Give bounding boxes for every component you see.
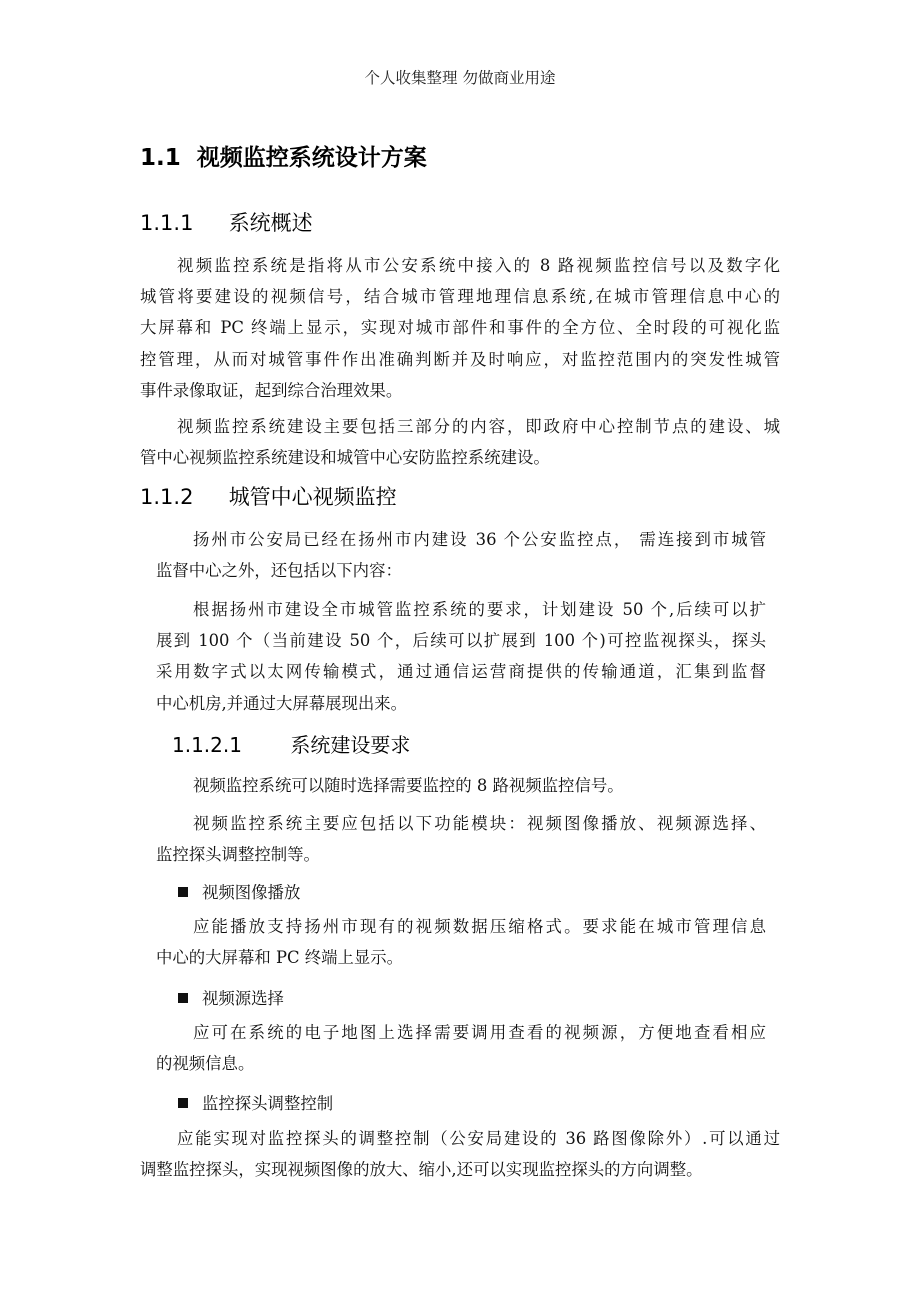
bullet-item-video-source (178, 985, 284, 1009)
text-line: 控管理，从而对城管事件作出准确判断并及时响应，对监控范围内的突发性城管 (140, 349, 780, 369)
heading-title: 系统概述 (228, 211, 313, 235)
text-line: 视频监控系统主要应包括以下功能模块：视频图像播放、视频源选择、 (193, 814, 766, 833)
text-line: 应能播放支持扬州市现有的视频数据压缩格式。要求能在城市管理信息 (193, 917, 766, 936)
text-line: 视频监控系统建设主要包括三部分的内容，即政府中心控制节点的建设、城 (177, 417, 780, 436)
text-line: 事件录像取证，起到综合治理效果。 (140, 380, 403, 400)
heading-number: 1.1.2 (140, 485, 194, 509)
text-line: 应可在系统的电子地图上选择需要调用查看的视频源，方便地查看相应 (193, 1023, 766, 1042)
text-line: 中心机房,并通过大屏幕展现出来。 (156, 693, 408, 713)
text-line: 管中心视频监控系统建设和城管中心安防监控系统建设。 (140, 448, 550, 468)
text-line: 视频监控系统是指将从市公安系统中接入的 8 路视频监控信号以及数字化 (177, 256, 780, 275)
text-line: 采用数字式以太网传输模式，通过通信运营商提供的传输通道，汇集到监督 (156, 662, 766, 682)
text-line: 视频监控系统可以随时选择需要监控的 8 路视频监控信号。 (193, 776, 624, 795)
bullet-label: 监控探头调整控制 (202, 1094, 334, 1113)
heading-1-1-1 (140, 207, 313, 237)
page-header: 个人收集整理 勿做商业用途 (364, 69, 556, 87)
square-bullet-icon (178, 887, 188, 897)
paragraph-camera-control (140, 1123, 780, 1185)
paragraph-requirements-1 (156, 770, 766, 801)
heading-number: 1.1.1 (140, 211, 194, 235)
text-line: 扬州市公安局已经在扬州市内建设 36 个公安监控点， 需连接到市城管 (193, 530, 766, 549)
text-line: 监控探头调整控制等。 (156, 845, 320, 865)
paragraph-video-monitor-1 (156, 524, 766, 586)
heading-title: 视频监控系统设计方案 (196, 145, 427, 171)
text-line: 的视频信息。 (156, 1054, 255, 1074)
text-line: 应能实现对监控探头的调整控制（公安局建设的 36 路图像除外）.可以通过 (177, 1129, 780, 1148)
square-bullet-icon (178, 1098, 188, 1108)
text-line: 根据扬州市建设全市城管监控系统的要求，计划建设 50 个,后续可以扩 (193, 600, 766, 619)
paragraph-requirements-2 (156, 808, 766, 870)
heading-number: 1.1.2.1 (172, 733, 242, 757)
text-line: 监督中心之外，还包括以下内容： (156, 561, 402, 581)
bullet-item-camera-control (178, 1090, 333, 1114)
heading-1-1 (140, 139, 427, 172)
paragraph-overview-2 (140, 411, 780, 473)
bullet-label: 视频源选择 (202, 989, 284, 1008)
paragraph-video-monitor-2 (156, 594, 766, 719)
heading-1-1-2 (140, 481, 397, 511)
heading-title: 城管中心视频监控 (228, 485, 397, 509)
heading-number: 1.1 (140, 145, 181, 171)
square-bullet-icon (178, 993, 188, 1003)
heading-1-1-2-1 (172, 729, 410, 758)
heading-title: 系统建设要求 (290, 733, 411, 757)
bullet-item-video-playback (178, 879, 300, 903)
paragraph-overview-1 (140, 250, 780, 406)
text-line: 展到 100 个（当前建设 50 个，后续可以扩展到 100 个)可控监视探头，探头 (156, 631, 766, 651)
text-line: 大屏幕和 PC 终端上显示，实现对城市部件和事件的全方位、全时段的可视化监 (140, 318, 780, 338)
paragraph-video-source (156, 1017, 766, 1079)
text-line: 城管将要建设的视频信号，结合城市管理地理信息系统,在城市管理信息中心的 (140, 287, 780, 307)
bullet-label: 视频图像播放 (202, 883, 301, 902)
text-line: 中心的大屏幕和 PC 终端上显示。 (156, 948, 404, 968)
paragraph-video-playback (156, 911, 766, 973)
text-line: 调整监控探头，实现视频图像的放大、缩小,还可以实现监控探头的方向调整。 (140, 1160, 703, 1180)
